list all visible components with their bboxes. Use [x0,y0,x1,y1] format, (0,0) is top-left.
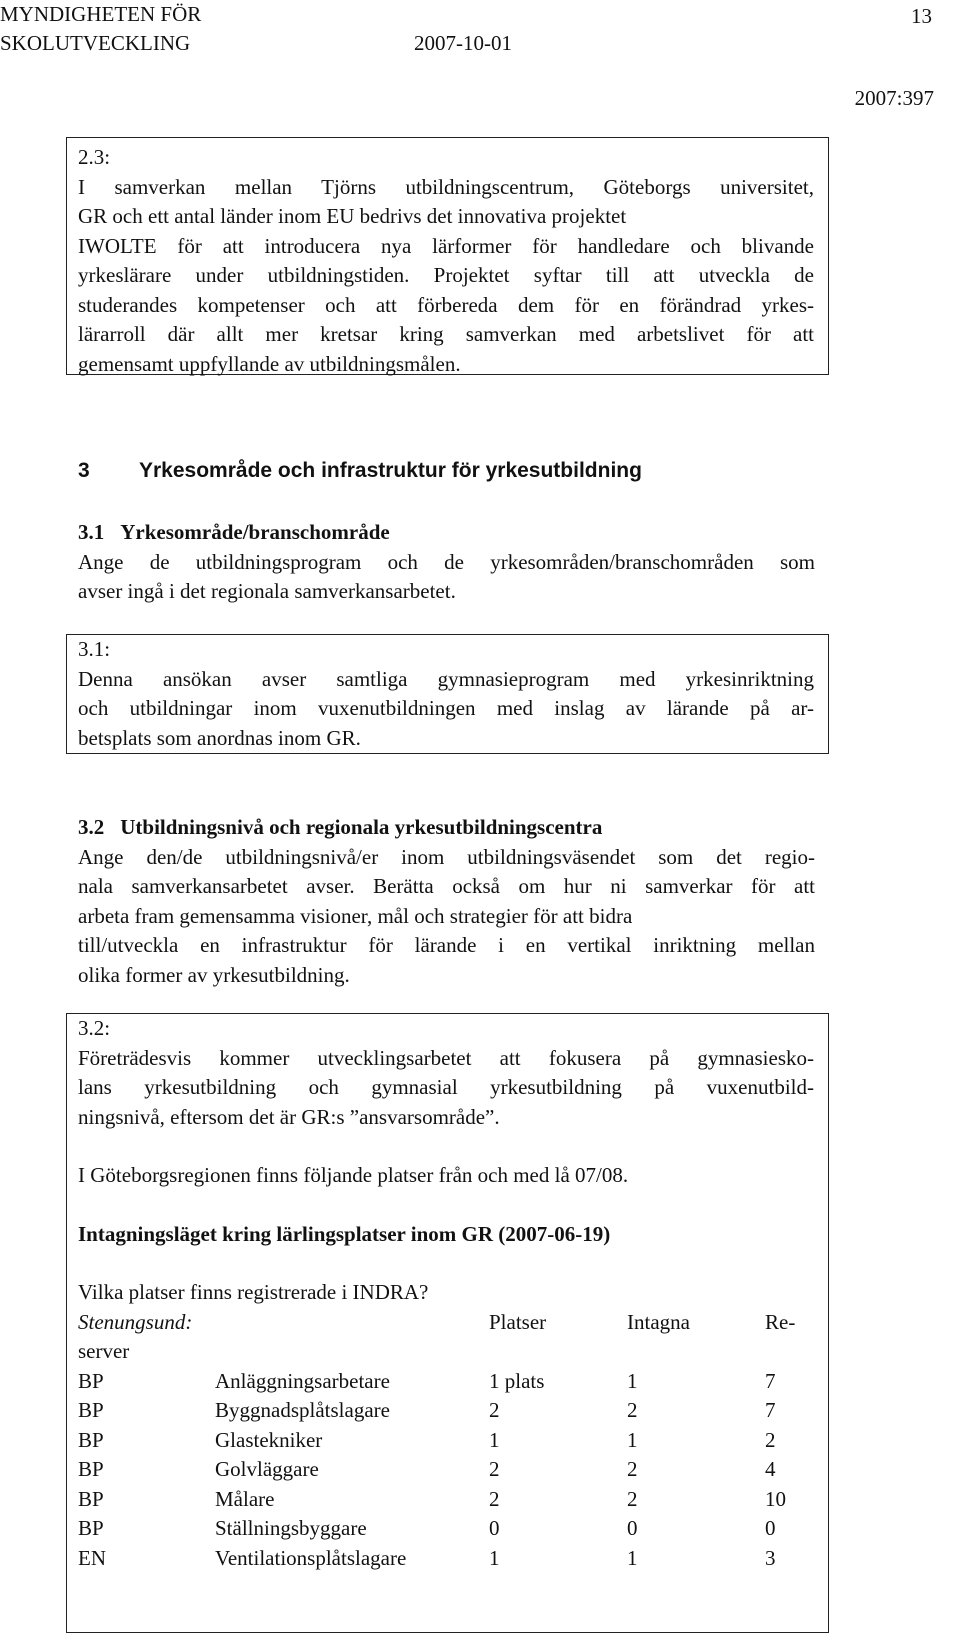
table-body [78,1367,814,1574]
table-cell: EN [78,1545,106,1570]
answer-label: 3.2: [78,1016,111,1040]
table-row [78,1514,814,1544]
subsection-3-2 [78,813,815,990]
table-cell: BP [78,1486,104,1511]
table-cell: 1 [627,1427,638,1452]
table-cell: 1 [489,1545,500,1570]
page-number: 13 [911,4,932,28]
table-cell: Glastekniker [215,1427,323,1452]
table-header-wrap-row [78,1337,814,1367]
table-row [78,1544,814,1574]
answer-box-2-3 [66,137,829,375]
answer-label: 2.3: [78,145,111,169]
table-row [78,1367,814,1397]
table-cell: 2 [489,1486,500,1511]
paragraph-line: betsplats som anordnas inom GR. [78,725,361,750]
paragraph-line: studerandes kompetenser och att förbereda dem för en förändrad yrkes- [78,292,814,317]
table-cell: Golvläggare [215,1457,319,1481]
paragraph-line: gemensamt uppfyllande av utbildningsmålen. [78,351,461,376]
paragraph-line: lans yrkesutbildning och gymnasial yrkesutbildning på vuxenutbild- [78,1075,814,1099]
subsection-heading [78,813,815,843]
table-header-cell: Platser [489,1309,547,1334]
table-cell: Ställningsbyggare [215,1516,367,1540]
paragraph-line: IWOLTE för att introducera nya lärformer för handledare och blivande [78,233,814,258]
paragraph-line: Denna ansökan avser samtliga gymnasieprogram med yrkesinriktning [78,666,814,691]
table-cell: 2 [489,1398,500,1422]
table-cell: Ventilationsplåtslagare [215,1545,407,1570]
table-header-cell: server [78,1339,130,1363]
table-cell: 3 [765,1545,776,1570]
answer-box-3-2 [66,1013,829,1633]
header-date: 2007-10-01 [414,31,512,55]
table-cell: 1 [627,1545,638,1570]
answer-label: 3.1: [78,637,111,661]
paragraph-line: olika former av yrkesutbildning. [78,962,350,987]
region-text: I Göteborgsregionen finns följande platser från och med lå 07/08. [78,1163,629,1187]
subsection-heading [78,518,815,548]
table-cell: BP [78,1516,104,1540]
table-cell: 4 [765,1457,776,1481]
paragraph-line: avser ingå i det regionala samverkansarbetet. [78,579,456,603]
table-row [78,1396,814,1426]
table-cell: 10 [765,1486,786,1511]
table-cell: 0 [765,1516,776,1540]
table-cell: 0 [627,1516,638,1540]
table-cell: BP [78,1457,104,1481]
answer-box-3-2-content [78,1014,814,1603]
subsection-3-1 [78,518,815,607]
table-row [78,1455,814,1485]
table-cell: 1 [627,1368,638,1393]
table-cell: Byggnadsplåtslagare [215,1398,390,1422]
table-row [78,1426,814,1456]
section-heading-3 [78,456,642,486]
answer-box-2-3-content [78,143,814,379]
table-cell: 1 plats [489,1368,545,1393]
paragraph-line: yrkeslärare under utbildningstiden. Projektet syftar till att utveckla de [78,263,814,287]
header-org-line1: MYNDIGHETEN FÖR [0,2,202,26]
paragraph-line: Ange de utbildningsprogram och de yrkesområden/branschområden som [78,549,815,574]
paragraph-line: till/utveckla en infrastruktur för lärande i en vertikal inriktning mellan [78,933,815,957]
table-cell: 2 [489,1457,500,1481]
header-org-line2: SKOLUTVECKLING [0,31,191,55]
paragraph-line: GR och ett antal länder inom EU bedrivs det innovativa projektet [78,204,627,228]
table-cell: 1 [489,1427,500,1452]
table-header-row [78,1308,814,1338]
table-cell: 2 [627,1457,638,1481]
subsection-title: Utbildningsnivå och regionala yrkesutbildningscentra [120,815,603,839]
table-cell: BP [78,1427,104,1452]
section-number: 3 [78,459,90,482]
table-cell: Målare [215,1486,275,1511]
paragraph-line: nala samverkansarbetet avser. Berätta också om hur ni samverkar för att [78,874,815,898]
paragraph-line: Företrädesvis kommer utvecklingsarbetet att fokusera på gymnasiesko- [78,1045,814,1070]
answer-box-3-1 [66,634,829,754]
section-title: Yrkesområde och infrastruktur för yrkesutbildning [139,459,642,482]
answer-box-3-1-content [78,635,814,753]
table-row [78,1485,814,1515]
document-reference: 2007:397 [854,86,934,110]
table-cell: 7 [765,1398,776,1422]
table-header-cell: Re- [765,1309,796,1334]
paragraph-line: Ange den/de utbildningsnivå/er inom utbildningsväsendet som det regio- [78,844,815,869]
paragraph-line: arbeta fram gemensamma visioner, mål och strategier för att bidra [78,903,633,928]
placement-table [78,1308,814,1603]
table-cell: 2 [627,1398,638,1422]
registry-question: Vilka platser finns registrerade i INDRA? [78,1280,429,1304]
paragraph-line: och utbildningar inom vuxenutbildningen med inslag av lärande på ar- [78,696,814,720]
paragraph-line: lärarroll där allt mer kretsar kring samverkan med arbetslivet för att [78,322,814,346]
table-cell: BP [78,1398,104,1422]
subsection-number: 3.2 [78,815,105,839]
table-cell: 0 [489,1516,500,1540]
table-cell: 2 [627,1486,638,1511]
subsection-title: Yrkesområde/branschområde [120,520,390,544]
table-cell: BP [78,1368,104,1393]
table-cell: 2 [765,1427,776,1452]
paragraph-line: ningsnivå, eftersom det är GR:s ”ansvarsområde”. [78,1104,500,1129]
intake-heading: Intagningsläget kring lärlingsplatser inom GR (2007-06-19) [78,1221,611,1246]
table-cell: Anläggningsarbetare [215,1368,390,1393]
paragraph-line: I samverkan mellan Tjörns utbildningscentrum, Göteborgs universitet, [78,174,814,199]
table-cell: 7 [765,1368,776,1393]
subsection-number: 3.1 [78,520,105,544]
table-municipality: Stenungsund: [78,1309,193,1334]
table-header-cell: Intagna [627,1309,690,1334]
